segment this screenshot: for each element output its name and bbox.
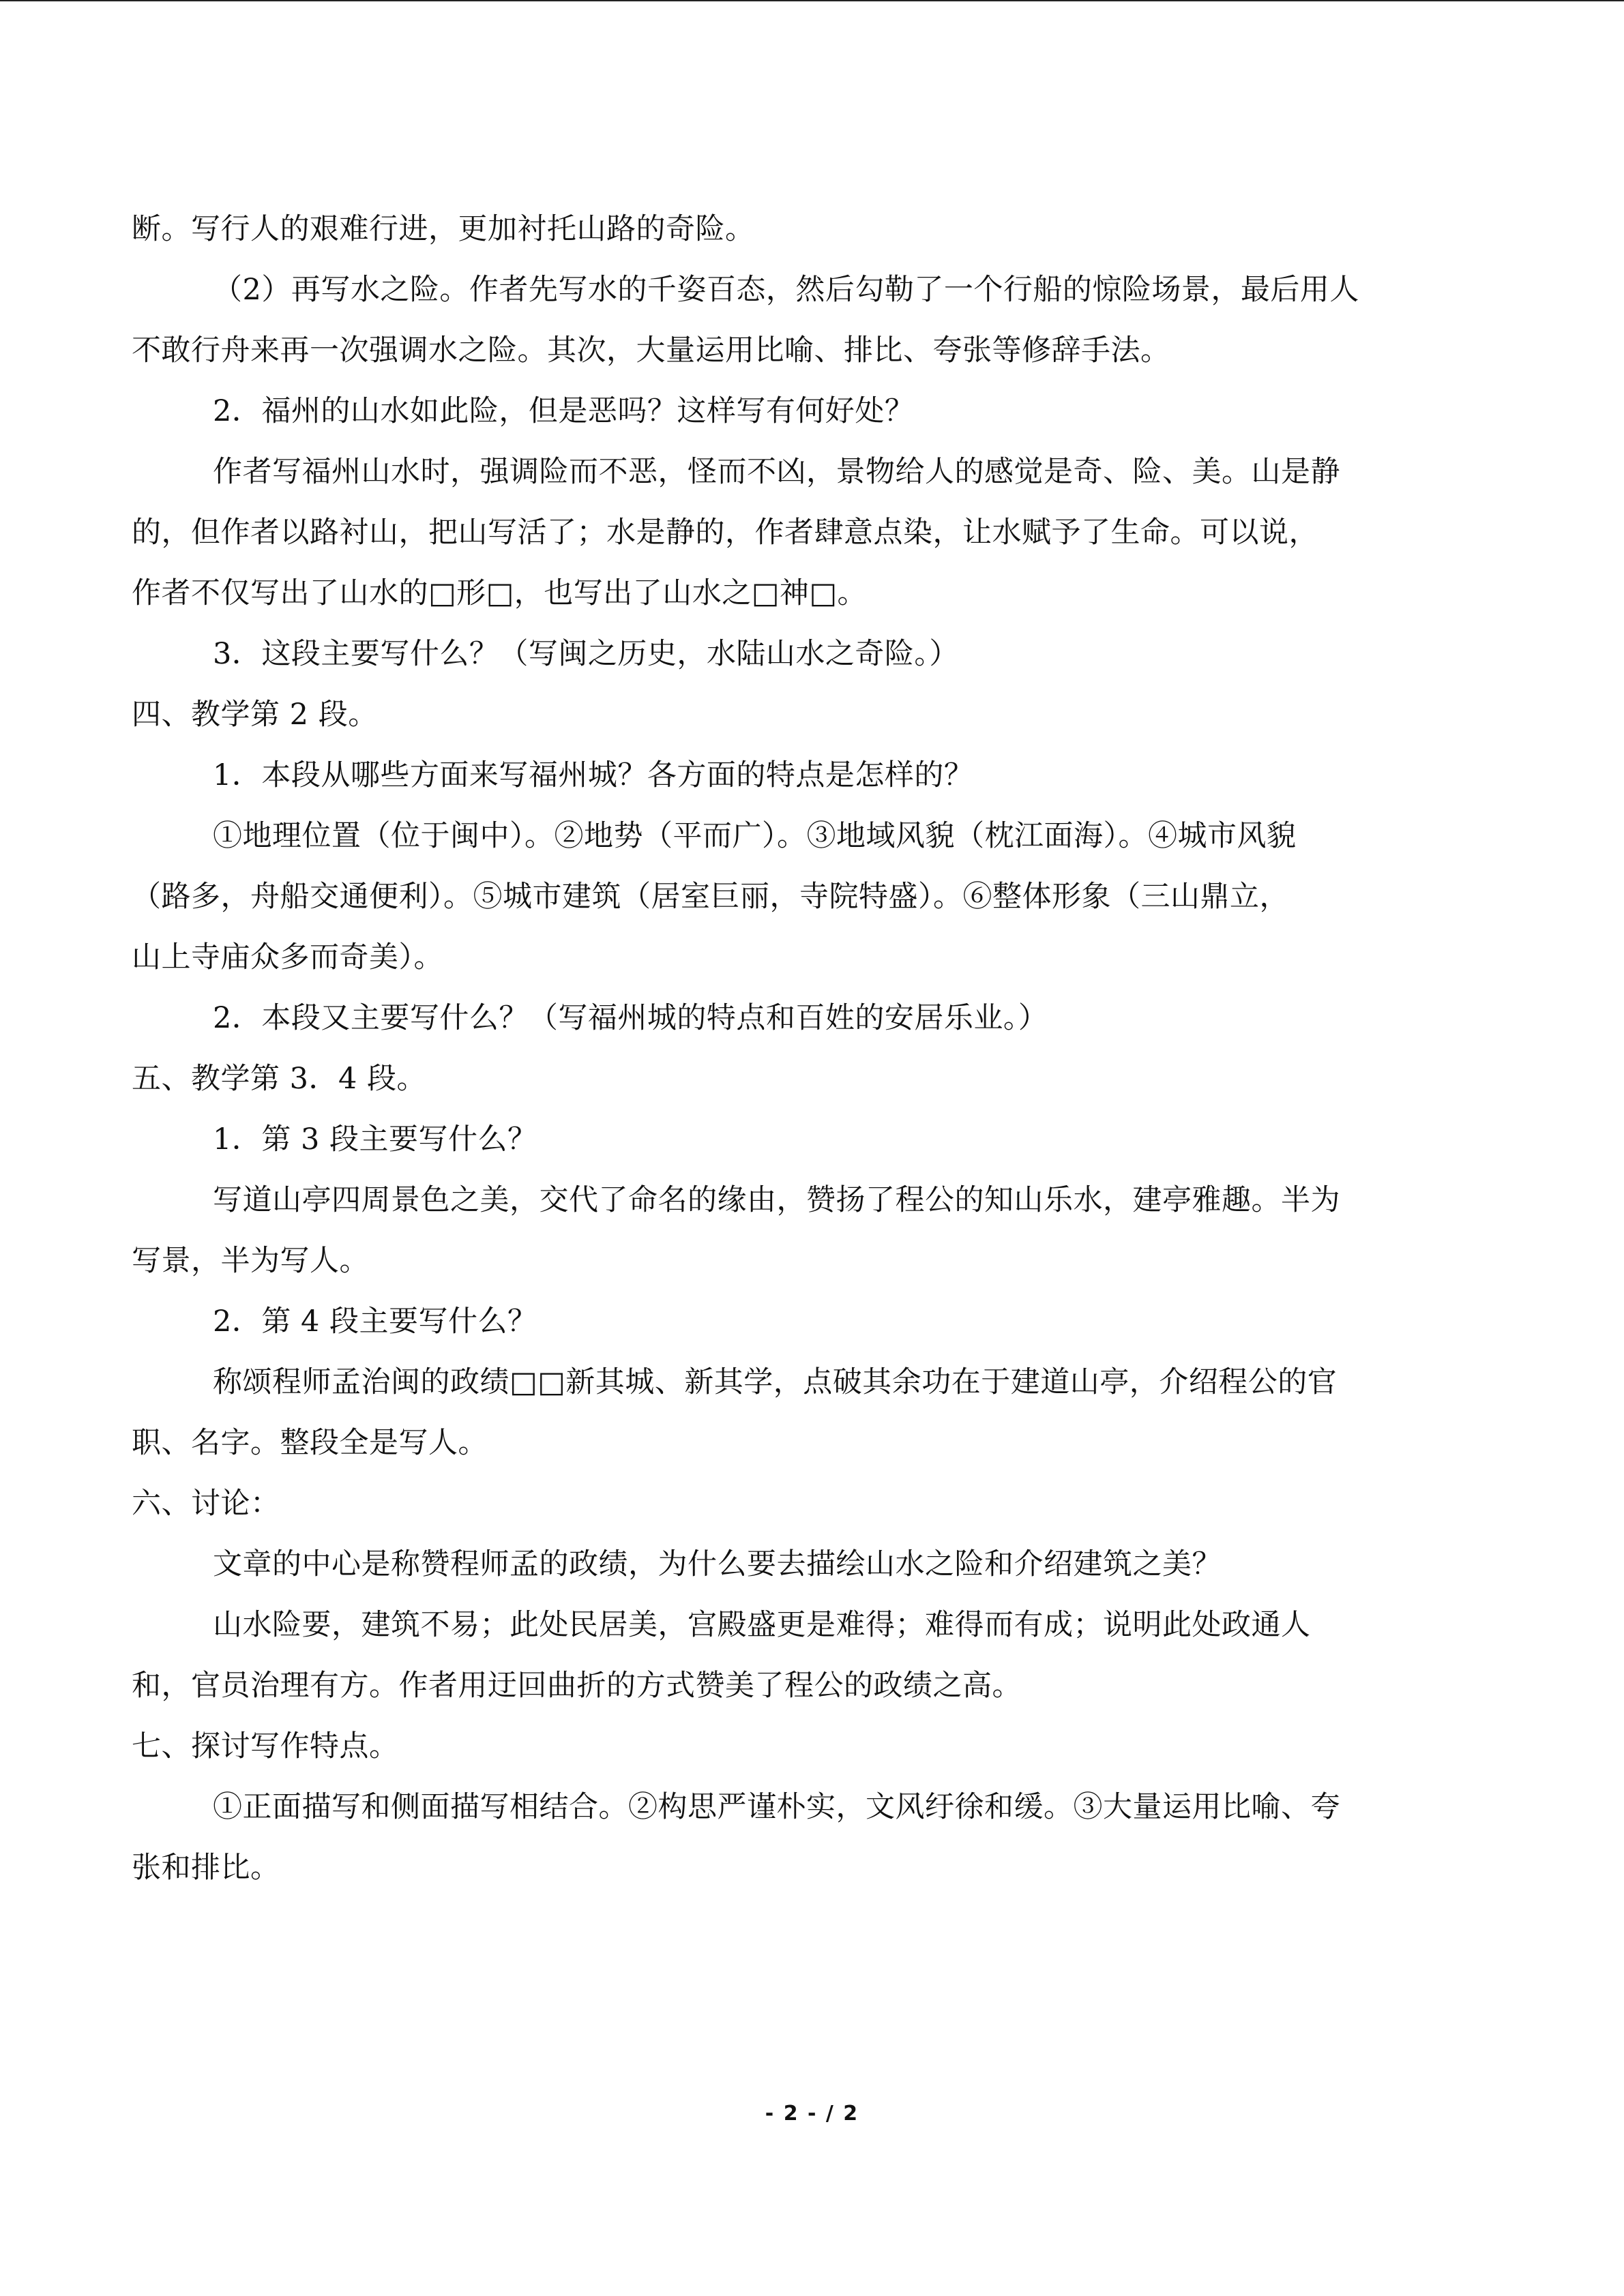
text-line: 张和排比。	[132, 1851, 280, 1885]
text-line: 2．福州的山水如此险，但是恶吗？这样写有何好处？	[213, 394, 915, 428]
text-line: （路多，舟船交通便利）。⑤城市建筑（居室巨丽，寺院特盛）。⑥整体形象（三山鼎立，	[132, 880, 1289, 914]
text-line: 作者不仅写出了山水的□形□，也写出了山水之□神□。	[132, 576, 868, 610]
text-line: 2．本段又主要写什么？（写福州城的特点和百姓的安居乐业。）	[213, 1001, 1048, 1035]
text-line: ①地理位置（位于闽中）。②地势（平而广）。③地域风貌（枕江面海）。④城市风貌	[213, 819, 1297, 853]
text-line: 五、教学第 3．4 段。	[132, 1062, 427, 1096]
text-line: 1．第 3 段主要写什么？	[213, 1122, 537, 1157]
text-line: 写景，半为写人。	[132, 1244, 369, 1278]
text-line: 的，但作者以路衬山，把山写活了；水是静的，作者肆意点染，让水赋予了生命。可以说，	[132, 516, 1318, 550]
text-line: ①正面描写和侧面描写相结合。②构思严谨朴实，文风纡徐和缓。③大量运用比喻、夸	[213, 1790, 1340, 1824]
text-line: 3．这段主要写什么？（写闽之历史，水陆山水之奇险。）	[213, 637, 959, 671]
text-line: 作者写福州山水时，强调险而不恶，怪而不凶，景物给人的感觉是奇、险、美。山是静	[213, 455, 1340, 489]
text-line: 山水险要，建筑不易；此处民居美，宫殿盛更是难得；难得而有成；说明此处政通人	[213, 1608, 1311, 1642]
text-line: 断。写行人的艰难行进，更加衬托山路的奇险。	[132, 212, 755, 246]
text-line: 不敢行舟来再一次强调水之险。其次，大量运用比喻、排比、夸张等修辞手法。	[132, 333, 1170, 368]
document-body	[132, 199, 1492, 1898]
text-line: 写道山亭四周景色之美，交代了命名的缘由，赞扬了程公的知山乐水，建亭雅趣。半为	[213, 1183, 1340, 1217]
text-line: （2）再写水之险。作者先写水的千姿百态，然后勾勒了一个行船的惊险场景，最后用人	[213, 273, 1359, 307]
text-line: 和，官员治理有方。作者用迂回曲折的方式赞美了程公的政绩之高。	[132, 1669, 1022, 1703]
text-line: 职、名字。整段全是写人。	[132, 1426, 488, 1460]
page-number: - 2 - / 2	[765, 2102, 859, 2126]
text-line: 称颂程师孟治闽的政绩□□新其城、新其学，点破其余功在于建道山亭，介绍程公的官	[213, 1365, 1338, 1399]
text-line: 1．本段从哪些方面来写福州城？各方面的特点是怎样的？	[213, 758, 974, 792]
text-line: 六、讨论：	[132, 1487, 280, 1521]
text-line: 七、探讨写作特点。	[132, 1729, 399, 1763]
text-line: 山上寺庙众多而奇美）。	[132, 940, 443, 974]
text-line: 文章的中心是称赞程师孟的政绩，为什么要去描绘山水之险和介绍建筑之美？	[213, 1547, 1222, 1581]
top-border-line	[0, 0, 1624, 1]
text-line: 2．第 4 段主要写什么？	[213, 1304, 537, 1339]
text-line: 四、教学第 2 段。	[132, 698, 378, 732]
